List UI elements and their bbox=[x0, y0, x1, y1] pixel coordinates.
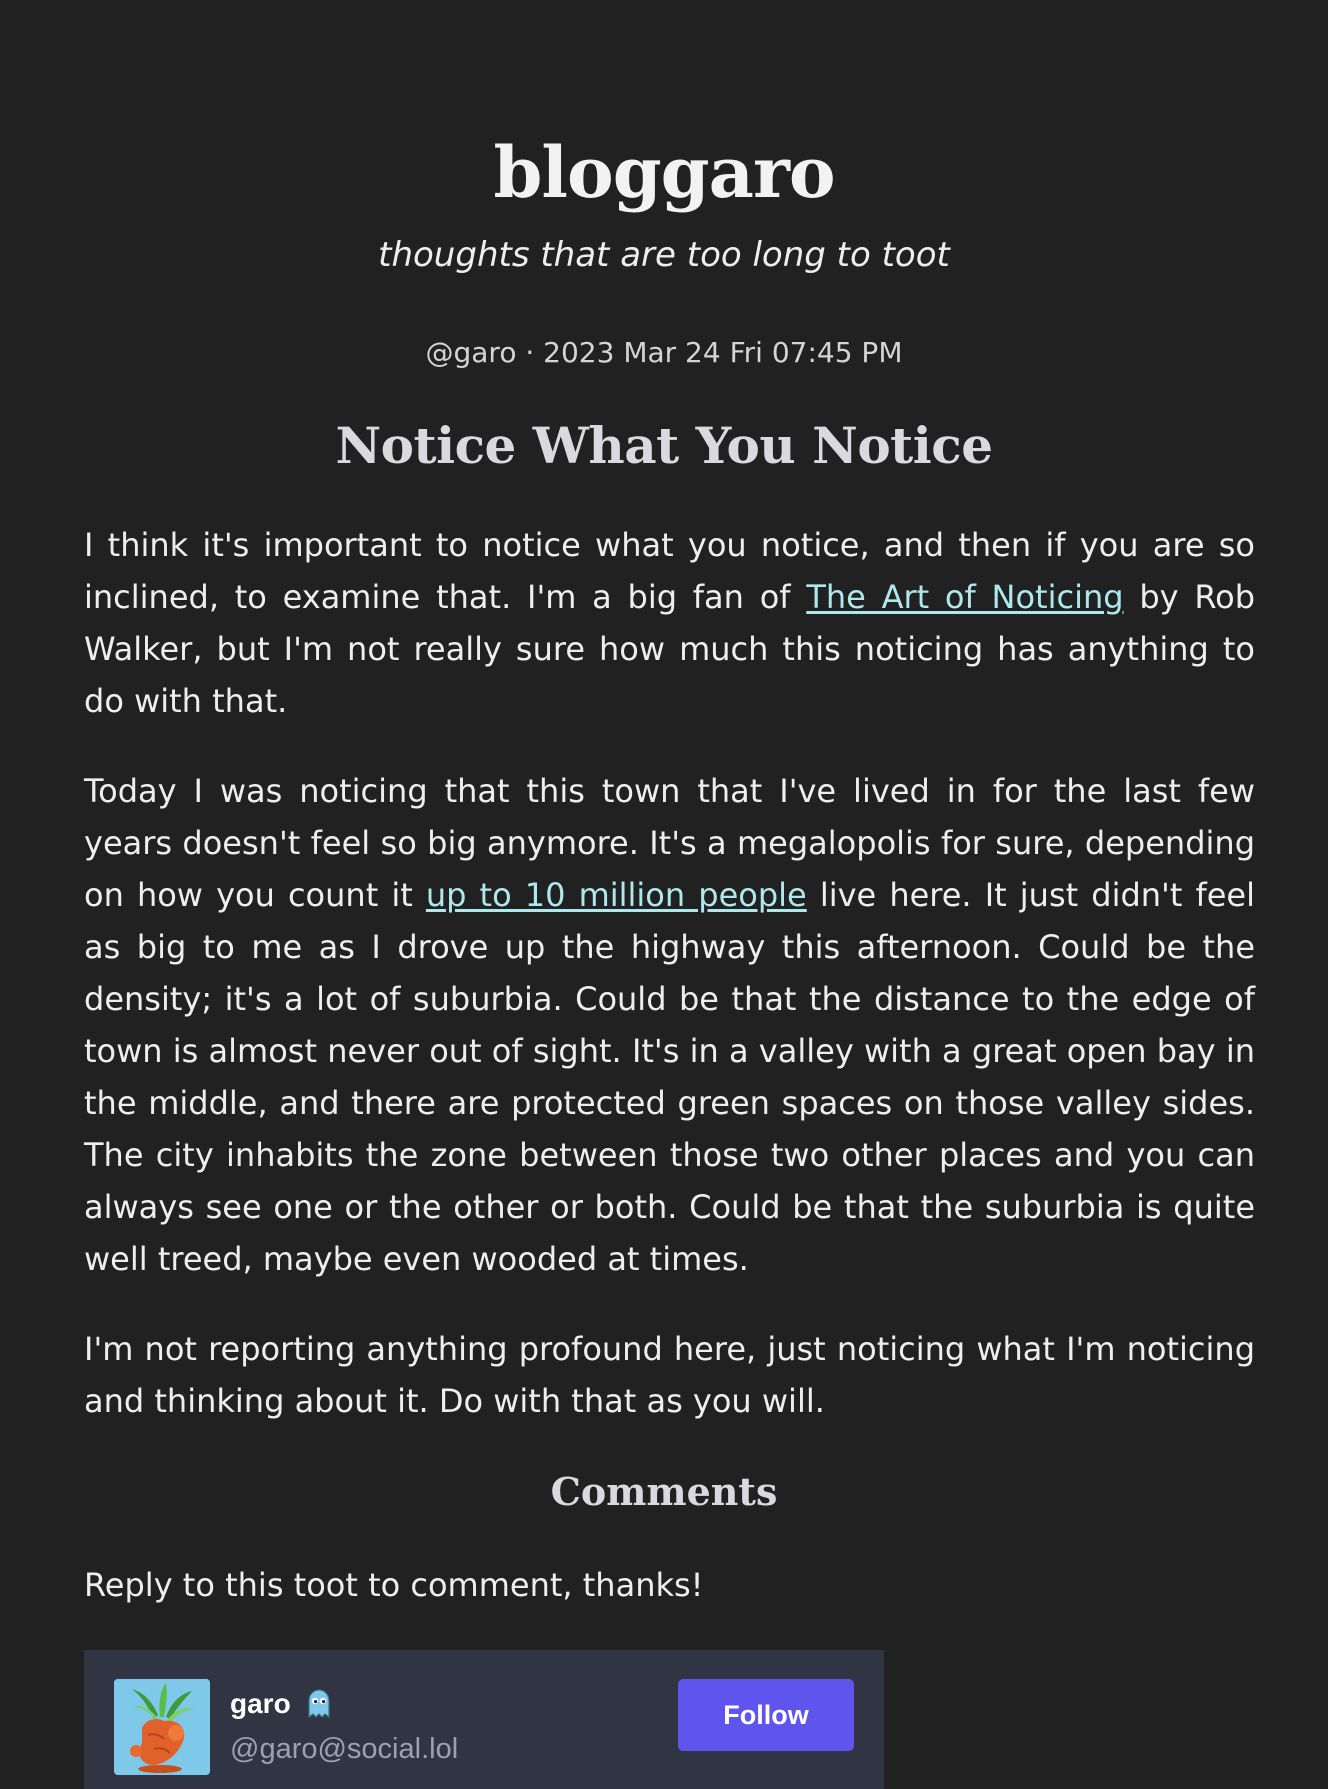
account-handle[interactable]: @garo@social.lol bbox=[230, 1733, 459, 1765]
post-meta: @garo · 2023 Mar 24 Fri 07:45 PM bbox=[425, 336, 903, 369]
paragraph-text: live here. It just didn't feel as big to me as I drove up the highway this afternoon. Could be the density; it's a lot of suburbia. Could be that the distance to the edge of town is almost never out of sight. It's in a valley with a great open bay in the middle, and there are protected green spaces on those valley sides. The city inhabits the zone between those two other places and you can always see one or the other or both. Could be that the suburbia is quite well treed, maybe even wooded at times. bbox=[84, 876, 1256, 1278]
paragraph-text: by Rob Walker, but I'm not really sure how much this noticing has anything to do with that. bbox=[84, 578, 1256, 720]
paragraph-text: I think it's important to notice what you notice, and then if you are so inclined, to examine that. I'm a big fan of bbox=[84, 526, 1255, 616]
comments-heading: Comments bbox=[550, 1469, 778, 1514]
comments-reply-note: Reply to this toot to comment, thanks! bbox=[84, 1566, 704, 1604]
site-tagline: thoughts that are too long to toot bbox=[378, 235, 950, 275]
post-paragraph-2 bbox=[84, 765, 1255, 1285]
avatar[interactable] bbox=[114, 1679, 210, 1775]
mastodon-follow-card bbox=[84, 1650, 884, 1789]
art-of-noticing-link[interactable]: The Art of Noticing bbox=[806, 578, 1124, 616]
account-display-name: garo bbox=[230, 1688, 291, 1719]
population-link[interactable]: up to 10 million people bbox=[425, 876, 807, 914]
carrot-avatar-icon bbox=[114, 1679, 210, 1775]
account-display-name-row[interactable] bbox=[230, 1686, 333, 1722]
site-title[interactable]: bloggaro bbox=[493, 131, 835, 214]
post-paragraph-3: I'm not reporting anything profound here, just noticing what I'm noticing and thinking about it. Do with that as you will. bbox=[84, 1330, 1255, 1420]
post-title: Notice What You Notice bbox=[335, 416, 993, 475]
follow-button[interactable]: Follow bbox=[678, 1679, 854, 1751]
paragraph-text: Today I was noticing that this town that I've lived in for the last few years doesn't feel so big anymore. It's a megalopolis for sure, depending on how you count it bbox=[84, 772, 1255, 914]
post-paragraph-1 bbox=[84, 519, 1255, 727]
ghost-icon bbox=[305, 1689, 333, 1719]
